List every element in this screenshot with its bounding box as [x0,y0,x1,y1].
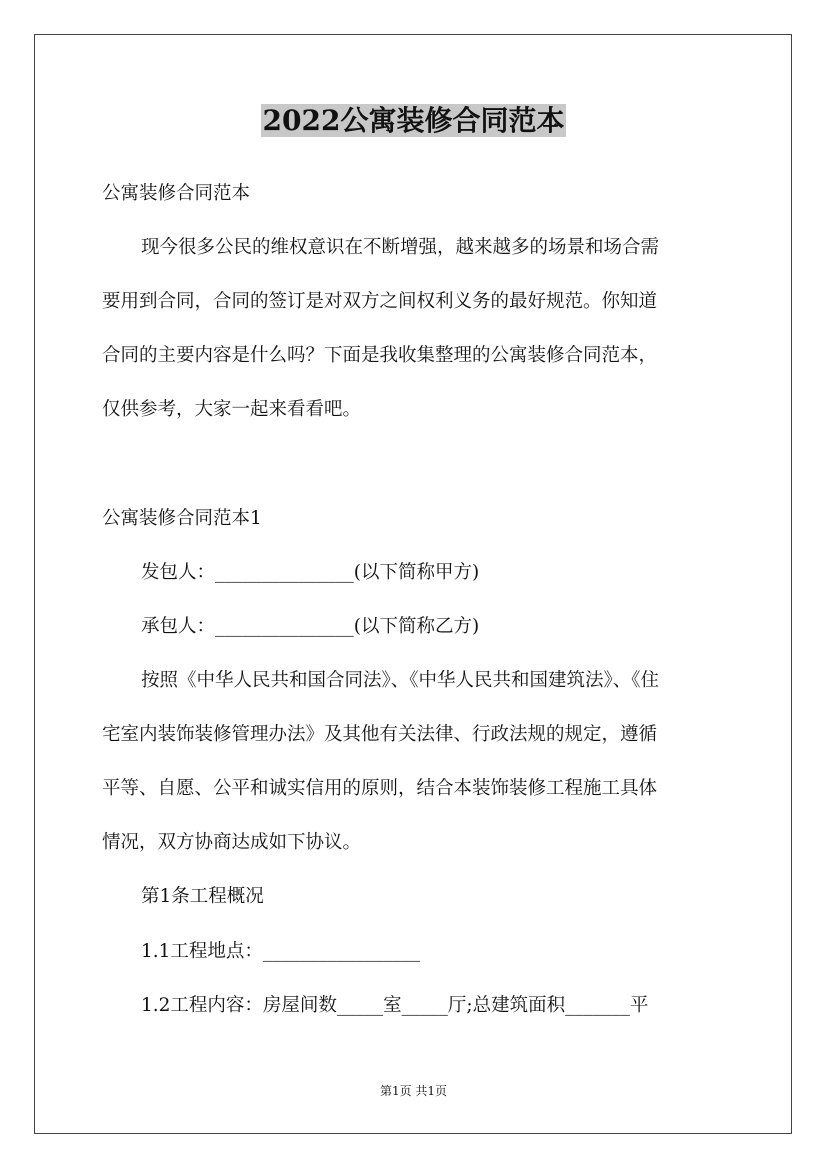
document-title [0,100,827,142]
basis-line-4: 情况，双方协商达成如下协议。 [102,832,362,853]
document-subtitle: 公寓装修合同范本 [102,183,251,204]
intro-line-1: 现今很多公民的维权意识在不断增强，越来越多的场景和场合需 [141,237,660,258]
page-footer: 第1页 共1页 [379,1084,448,1098]
item-1-1: 1.1工程地点：_________________ [141,941,421,962]
basis-line-3: 平等、自愿、公平和诚实信用的原则，结合本装饰装修工程施工具体 [102,778,658,799]
article-1-heading: 第1条工程概况 [141,886,264,907]
basis-line-2: 宅室内装饰装修管理办法》及其他有关法律、行政法规的规定，遵循 [102,724,658,745]
item-1-2: 1.2工程内容：房屋间数_____室_____厅;总建筑面积_______平 [141,995,649,1016]
intro-line-4: 仅供参考，大家一起来看看吧。 [102,399,362,420]
intro-line-3: 合同的主要内容是什么吗？下面是我收集整理的公寓装修合同范本， [102,345,658,366]
section-heading: 公寓装修合同范本1 [102,508,262,529]
document-title-text: 2022公寓装修合同范本 [262,104,565,137]
intro-line-2: 要用到合同，合同的签订是对双方之间权利义务的最好规范。你知道 [102,291,658,312]
basis-line-1: 按照《中华人民共和国合同法》、《中华人民共和国建筑法》、《住 [141,670,660,691]
party-b-line: 承包人：_______________(以下简称乙方) [141,616,480,637]
party-a-line: 发包人：_______________(以下简称甲方) [141,562,480,583]
